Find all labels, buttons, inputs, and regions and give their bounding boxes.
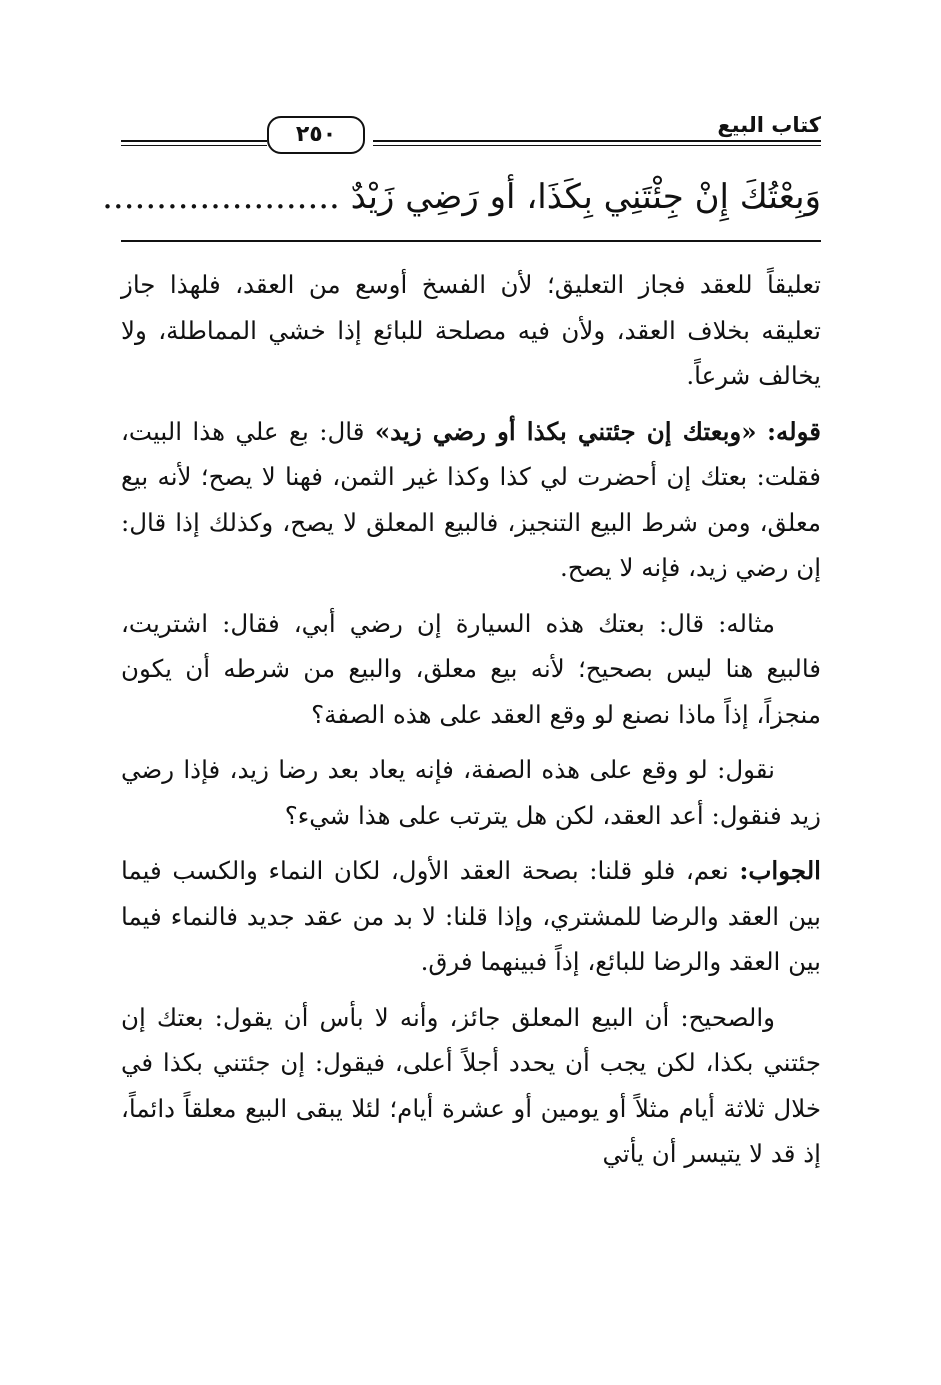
paragraph-4 <box>121 747 821 838</box>
paragraph-3 <box>121 601 821 738</box>
paragraph-6 <box>121 995 821 1177</box>
paragraph-lead: قوله: <box>766 416 821 446</box>
quoted-matn: «وبعتك إن جئتني بكذا أو رضي زيد» <box>374 416 757 446</box>
paragraph-text: مثاله: قال: بعتك هذه السيارة إن رضي أبي، فقال: اشتريت، فالبيع هنا ليس بصحيح؛ لأنه بيع معلق، والبيع من شرطه أن يكون منجزاً، إذاً ماذا نصنع لو وقع العقد على هذه الصفة؟ <box>121 608 821 729</box>
paragraph-text: قال: بع علي هذا البيت، فقلت: بعتك إن أحضرت لي كذا وكذا غير الثمن، فهنا لا يصح؛ لأنه بيع معلق، ومن شرط البيع التنجيز، فالبيع المعلق لا يصح، وكذلك إذا قال: إن رضي زيد، فإنه لا يصح. <box>121 416 821 582</box>
matn-text: وَبِعْتُكَ إِنْ جِئْتَنِي بِكَذَا، أو رَضِي زَيْدٌ ...................... <box>102 177 821 217</box>
paragraph-lead: الجواب: <box>739 856 821 885</box>
commentary-body <box>121 262 821 1187</box>
book-title: كتاب البيع <box>717 113 821 137</box>
page-number: ٢٥٠ <box>267 116 365 154</box>
header-rule-right <box>373 140 821 142</box>
matn-divider <box>121 240 821 242</box>
paragraph-text: نقول: لو وقع على هذه الصفة، فإنه يعاد بعد رضا زيد، فإذا رضي زيد فنقول: أعد العقد، لكن هل يترتب على هذا شيء؟ <box>121 755 821 830</box>
running-header <box>121 108 821 156</box>
header-rule-left <box>121 140 267 142</box>
paragraph-text: نعم، فلو قلنا: بصحة العقد الأول، لكان النماء والكسب فيما بين العقد والرضا للمشتري، وإذا قلنا: لا بد من عقد جديد فالنماء فيما بين العقد والرضا للبائع، إذاً فبينهما فرق. <box>121 856 821 976</box>
paragraph-text: تعليقاً للعقد فجاز التعليق؛ لأن الفسخ أوسع من العقد، فلهذا جاز تعليقه بخلاف العقد، ولأن فيه مصلحة للبائع إذا خشي المماطلة، ولا يخالف شرعاً. <box>121 270 821 390</box>
paragraph-5 <box>121 848 821 985</box>
paragraph-1 <box>121 262 821 399</box>
paragraph-2 <box>121 409 821 591</box>
paragraph-text: والصحيح: أن البيع المعلق جائز، وأنه لا بأس أن يقول: بعتك إن جئتني بكذا، لكن يجب أن يحدد أجلاً أعلى، فيقول: إن جئتني بكذا في خلال ثلاثة أيام مثلاً أو يومين أو عشرة أيام؛ لئلا يبقى البيع معلقاً دائماً، إذ قد لا يتيسر أن يأتي <box>121 1002 821 1168</box>
